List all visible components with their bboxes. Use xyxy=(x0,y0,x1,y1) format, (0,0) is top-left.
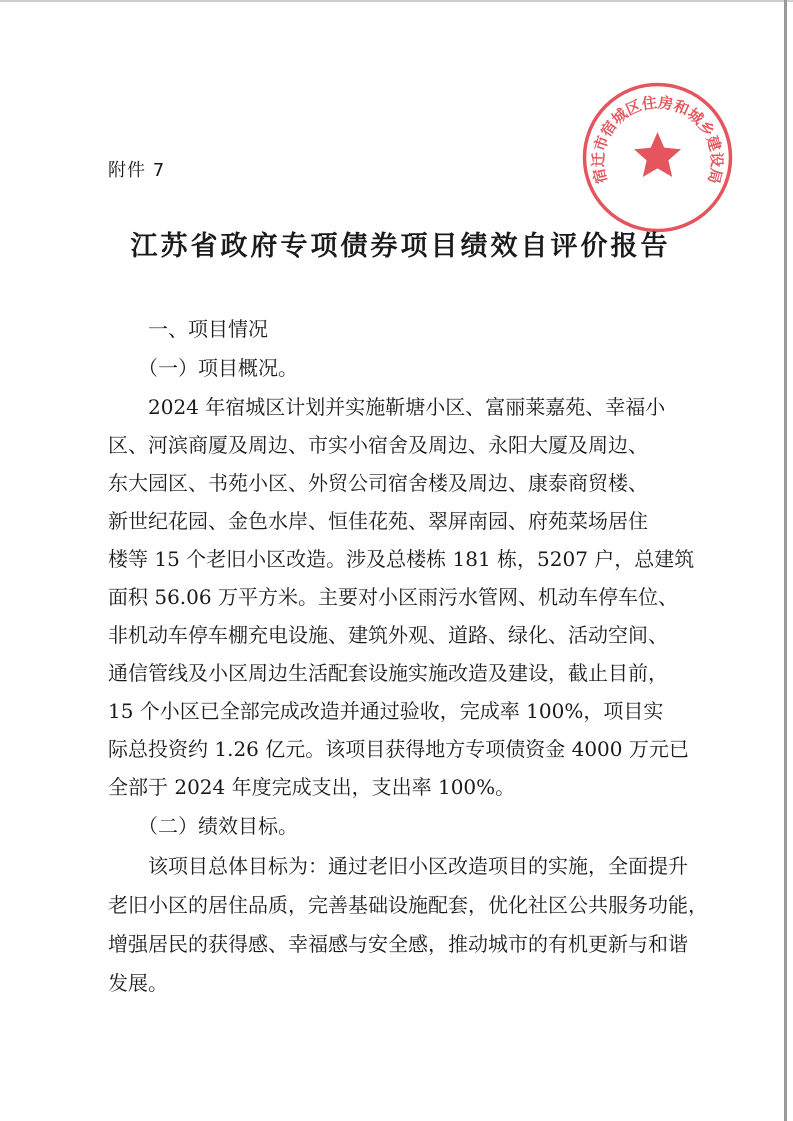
paragraph-line: 面积 56.06 万平方米。主要对小区雨污水管网、机动车停车位、 xyxy=(108,585,678,609)
paragraph-line: 全部于 2024 年度完成支出，支出率 100%。 xyxy=(108,775,516,799)
paragraph-line: 15 个小区已全部完成改造并通过验收，完成率 100%，项目实 xyxy=(108,699,664,723)
paragraph-line: 新世纪花园、金色水岸、恒佳花苑、翠屏南园、府苑菜场居住 xyxy=(108,509,648,533)
page-right-border xyxy=(784,0,787,1121)
paragraph-line: 老旧小区的居住品质，完善基础设施配套，优化社区公共服务功能， xyxy=(108,893,708,917)
page-top-border xyxy=(0,0,793,2)
subsection-heading-performance-goals: （二）绩效目标。 xyxy=(138,814,298,838)
paragraph-line: 增强居民的获得感、幸福感与安全感，推动城市的有机更新与和谐 xyxy=(108,932,688,956)
paragraph-line: 际总投资约 1.26 亿元。该项目获得地方专项债资金 4000 万元已 xyxy=(108,737,689,761)
paragraph-line: 该项目总体目标为：通过老旧小区改造项目的实施，全面提升 xyxy=(148,854,688,878)
official-seal-stamp xyxy=(580,80,735,235)
paragraph-line: 楼等 15 个老旧小区改造。涉及总楼栋 181 栋，5207 户，总建筑 xyxy=(108,547,695,571)
attachment-label: 附件 7 xyxy=(108,160,166,181)
section-heading-project-situation: 一、项目情况 xyxy=(148,317,268,341)
paragraph-line: 区、河滨商厦及周边、市实小宿舍及周边、永阳大厦及周边、 xyxy=(108,433,648,457)
paragraph-line: 非机动车停车棚充电设施、建筑外观、道路、绿化、活动空间、 xyxy=(108,623,668,647)
paragraph-line: 发展。 xyxy=(108,971,168,995)
subsection-heading-project-overview: （一）项目概况。 xyxy=(138,356,298,380)
paragraph-line: 通信管线及小区周边生活配套设施实施改造及建设，截止目前， xyxy=(108,661,668,685)
paragraph-line: 2024 年宿城区计划并实施靳塘小区、富丽莱嘉苑、幸福小 xyxy=(148,395,666,419)
document-title: 江苏省政府专项债券项目绩效自评价报告 xyxy=(130,231,671,262)
svg-text:宿迁市宿城区住房和城乡建设局: 宿迁市宿城区住房和城乡建设局 xyxy=(589,93,726,186)
paragraph-line: 东大园区、书苑小区、外贸公司宿舍楼及周边、康泰商贸楼、 xyxy=(108,471,648,495)
